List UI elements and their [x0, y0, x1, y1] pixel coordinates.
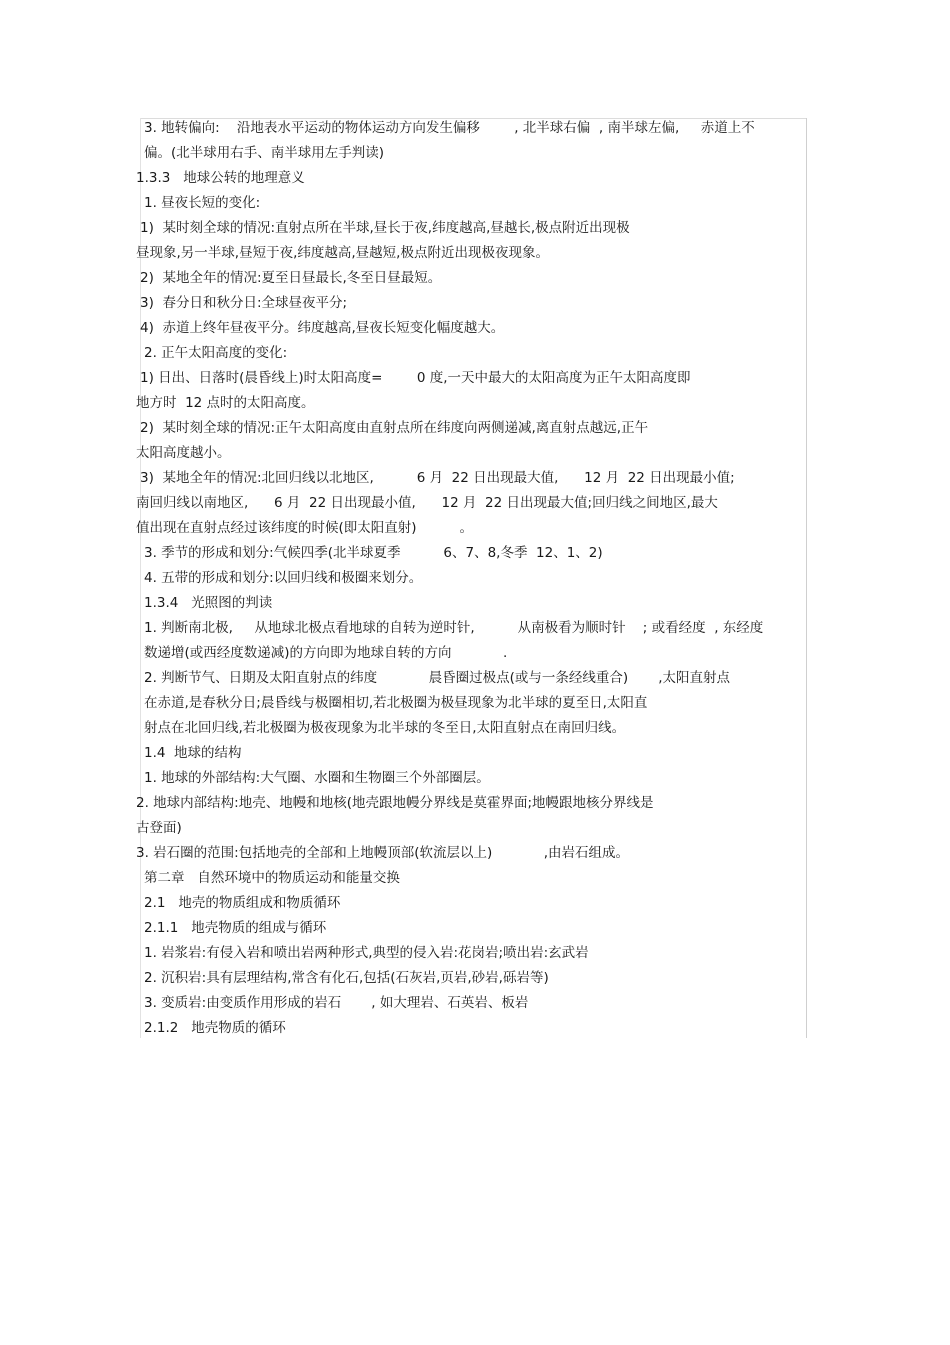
- text-line-21: 1. 判断南北极, 从地球北极点看地球的自转为逆时针, 从南极看为顺时针 ; 或看经度 , 东经度: [144, 620, 764, 636]
- text-line-23: 2. 判断节气、日期及太阳直射点的纬度 晨昏圈过极点(或与一条经线重合) ,太阳直射点: [144, 670, 731, 686]
- text-line-5: 1) 某时刻全球的情况:直射点所在半球,昼长于夜,纬度越高,昼越长,极点附近出现极: [140, 220, 630, 236]
- text-line-6: 昼现象,另一半球,昼短于夜,纬度越高,昼越短,极点附近出现极夜现象。: [136, 245, 549, 261]
- text-line-15: 3) 某地全年的情况:北回归线以北地区, 6 月 22 日出现最大值, 12 月 22 日出现最小值;: [140, 470, 735, 486]
- text-line-29: 古登面): [136, 820, 182, 836]
- text-line-28: 2. 地球内部结构:地壳、地幔和地核(地壳跟地幔分界线是莫霍界面;地幔跟地核分界线是: [136, 795, 654, 811]
- section-heading-2-1-1: 2.1.1 地壳物质的组成与循环: [144, 920, 327, 936]
- text-line-24: 在赤道,是春秋分日;晨昏线与极圈相切,若北极圈为极昼现象为北半球的夏至日,太阳直: [144, 695, 648, 711]
- section-heading-1-3-3: 1.3.3 地球公转的地理意义: [136, 170, 305, 186]
- frame-right-border: [806, 118, 807, 1038]
- section-heading-1-3-4: 1.3.4 光照图的判读: [144, 595, 273, 611]
- text-line-17: 值出现在直射点经过该纬度的时候(即太阳直射) 。: [136, 520, 473, 536]
- text-line-10: 2. 正午太阳高度的变化:: [144, 345, 288, 361]
- text-line-34: 1. 岩浆岩:有侵入岩和喷出岩两种形式,典型的侵入岩:花岗岩;喷出岩:玄武岩: [144, 945, 589, 961]
- text-line-7: 2) 某地全年的情况:夏至日昼最长,冬至日昼最短。: [140, 270, 442, 286]
- text-line-18: 3. 季节的形成和划分:气候四季(北半球夏季 6、7、8,冬季 12、1、2): [144, 545, 603, 561]
- text-line-22: 数递增(或西经度数递减)的方向即为地球自转的方向 .: [144, 645, 508, 661]
- text-line-4: 1. 昼夜长短的变化:: [144, 195, 261, 211]
- chapter-heading-2: 第二章 自然环境中的物质运动和能量交换: [144, 870, 400, 886]
- section-heading-2-1-2: 2.1.2 地壳物质的循环: [144, 1020, 286, 1036]
- text-line-30: 3. 岩石圈的范围:包括地壳的全部和上地幔顶部(软流层以上) ,由岩石组成。: [136, 845, 630, 861]
- text-line-8: 3) 春分日和秋分日:全球昼夜平分;: [140, 295, 348, 311]
- text-line-2: 偏。(北半球用右手、南半球用左手判读): [144, 145, 385, 161]
- text-line-19: 4. 五带的形成和划分:以回归线和极圈来划分。: [144, 570, 423, 586]
- text-line-25: 射点在北回归线,若北极圈为极夜现象为北半球的冬至日,太阳直射点在南回归线。: [144, 720, 626, 736]
- section-heading-2-1: 2.1 地壳的物质组成和物质循环: [144, 895, 341, 911]
- text-line-36: 3. 变质岩:由变质作用形成的岩石 , 如大理岩、石英岩、板岩: [144, 995, 529, 1011]
- text-line-35: 2. 沉积岩:具有层理结构,常含有化石,包括(石灰岩,页岩,砂岩,砾岩等): [144, 970, 549, 986]
- text-line-1: 3. 地转偏向: 沿地表水平运动的物体运动方向发生偏移 , 北半球右偏 , 南半球左偏, 赤道上不: [144, 120, 755, 136]
- text-line-14: 太阳高度越小。: [136, 445, 231, 461]
- text-line-12: 地方时 12 点时的太阳高度。: [136, 395, 315, 411]
- text-line-27: 1. 地球的外部结构:大气圈、水圈和生物圈三个外部圈层。: [144, 770, 490, 786]
- section-heading-1-4: 1.4 地球的结构: [144, 745, 242, 761]
- text-line-16: 南回归线以南地区, 6 月 22 日出现最小值, 12 月 22 日出现最大值;回归线之间地区,最大: [136, 495, 718, 511]
- text-line-13: 2) 某时刻全球的情况:正午太阳高度由直射点所在纬度向两侧递减,离直射点越远,正午: [140, 420, 649, 436]
- text-line-9: 4) 赤道上终年昼夜平分。纬度越高,昼夜长短变化幅度越大。: [140, 320, 505, 336]
- text-line-11: 1) 日出、日落时(晨昏线上)时太阳高度= 0 度,一天中最大的太阳高度为正午太阳高度即: [140, 370, 691, 386]
